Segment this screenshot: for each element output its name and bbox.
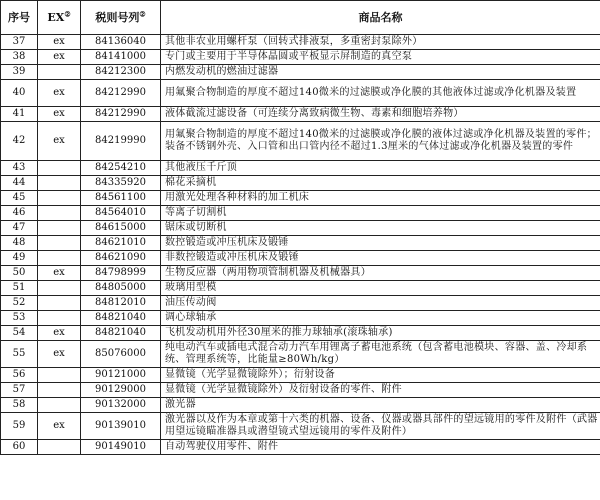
- row-desc: 液体截流过滤设备（可连续分离致病微生物、毒素和细胞培养物）: [161, 107, 600, 122]
- row-code: 90149010: [81, 440, 161, 455]
- row-code: 84564010: [81, 206, 161, 221]
- row-num: 60: [1, 440, 38, 455]
- table-row: [1, 383, 600, 398]
- row-num: 53: [1, 311, 38, 326]
- row-code: 84141000: [81, 50, 161, 65]
- row-num: 42: [1, 122, 38, 161]
- row-code: 84561100: [81, 191, 161, 206]
- row-ex: [38, 221, 81, 236]
- row-code: 84621010: [81, 236, 161, 251]
- row-code: 84335920: [81, 176, 161, 191]
- row-num: 59: [1, 413, 38, 440]
- row-code: 84254210: [81, 161, 161, 176]
- header-ex: [38, 1, 81, 35]
- row-num: 39: [1, 65, 38, 80]
- row-num: 44: [1, 176, 38, 191]
- row-ex: [38, 398, 81, 413]
- header-seq-label: 序号: [8, 10, 30, 24]
- row-code: 90139010: [81, 413, 161, 440]
- table-row: [1, 413, 600, 440]
- row-code: 84798999: [81, 266, 161, 281]
- row-num: 41: [1, 107, 38, 122]
- row-num: 55: [1, 341, 38, 368]
- header-row: [1, 1, 600, 35]
- row-code: 90132000: [81, 398, 161, 413]
- row-code: 84621090: [81, 251, 161, 266]
- table-row: [1, 236, 600, 251]
- header-ex-note: ②: [64, 8, 71, 18]
- table-row: [1, 341, 600, 368]
- row-num: 46: [1, 206, 38, 221]
- row-desc: 等离子切割机: [161, 206, 600, 221]
- row-desc: 数控锻造或冲压机床及锻锤: [161, 236, 600, 251]
- row-ex: [38, 296, 81, 311]
- row-desc: 显微镜（光学显微镜除外）；衍射设备: [161, 368, 600, 383]
- row-num: 57: [1, 383, 38, 398]
- row-num: 43: [1, 161, 38, 176]
- row-desc: 内燃发动机的燃油过滤器: [161, 65, 600, 80]
- row-ex: [38, 161, 81, 176]
- row-code: 84219990: [81, 122, 161, 161]
- row-desc: 生物反应器（两用物项管制机器及机械器具）: [161, 266, 600, 281]
- row-code: 90129000: [81, 383, 161, 398]
- row-code: 85076000: [81, 341, 161, 368]
- table-row: [1, 368, 600, 383]
- row-num: 52: [1, 296, 38, 311]
- row-num: 50: [1, 266, 38, 281]
- table-row: [1, 65, 600, 80]
- table-row: [1, 107, 600, 122]
- row-code: 84615000: [81, 221, 161, 236]
- row-desc: 自动驾驶仪用零件、附件: [161, 440, 600, 455]
- row-desc: 其他非农业用螺杆泵（回转式排液泵，多重密封泵除外）: [161, 35, 600, 50]
- row-num: 56: [1, 368, 38, 383]
- row-ex: [38, 281, 81, 296]
- row-ex: [38, 383, 81, 398]
- row-ex: [38, 251, 81, 266]
- row-ex: ex: [38, 122, 81, 161]
- header-seq: [1, 1, 38, 35]
- row-desc: 非数控锻造或冲压机床及锻锤: [161, 251, 600, 266]
- row-ex: ex: [38, 341, 81, 368]
- row-code: 84821040: [81, 326, 161, 341]
- table-row: [1, 221, 600, 236]
- row-code: 84212990: [81, 107, 161, 122]
- row-desc: 纯电动汽车或插电式混合动力汽车用锂离子蓄电池系统（包含蓄电池模块、容器、盖、冷却系统、管理系统等，比能量≥80Wh/kg）: [161, 341, 600, 368]
- row-ex: [38, 311, 81, 326]
- row-code: 84805000: [81, 281, 161, 296]
- row-code: 84136040: [81, 35, 161, 50]
- row-desc: 用激光处理各种材料的加工机床: [161, 191, 600, 206]
- row-ex: [38, 236, 81, 251]
- row-num: 51: [1, 281, 38, 296]
- row-num: 58: [1, 398, 38, 413]
- table-row: [1, 206, 600, 221]
- table-row: [1, 266, 600, 281]
- row-num: 38: [1, 50, 38, 65]
- row-code: 84812010: [81, 296, 161, 311]
- header-code: [81, 1, 161, 35]
- row-ex: ex: [38, 266, 81, 281]
- row-num: 47: [1, 221, 38, 236]
- row-ex: [38, 206, 81, 221]
- row-desc: 玻璃用型模: [161, 281, 600, 296]
- row-code: 84212990: [81, 80, 161, 107]
- row-desc: 其他液压千斤顶: [161, 161, 600, 176]
- row-desc: 显微镜（光学显微镜除外）及衍射设备的零件、附件: [161, 383, 600, 398]
- header-ex-label: EX: [47, 10, 65, 24]
- row-desc: 激光器: [161, 398, 600, 413]
- row-num: 54: [1, 326, 38, 341]
- row-desc: 油压传动阀: [161, 296, 600, 311]
- row-desc: 激光器以及作为本章或第十六类的机器、设备、仪器或器具部件的望远镜用的零件及附件（武器用望远镜瞄准器具或潜望镜式望远镜用的零件及附件）: [161, 413, 600, 440]
- row-ex: ex: [38, 107, 81, 122]
- table-row: [1, 176, 600, 191]
- row-num: 40: [1, 80, 38, 107]
- row-ex: ex: [38, 326, 81, 341]
- table-row: [1, 80, 600, 107]
- header-code-label: 税则号列: [95, 10, 140, 24]
- table-row: [1, 50, 600, 65]
- table-row: [1, 191, 600, 206]
- row-ex: ex: [38, 80, 81, 107]
- row-ex: [38, 176, 81, 191]
- row-ex: ex: [38, 413, 81, 440]
- row-code: 84212300: [81, 65, 161, 80]
- row-ex: [38, 65, 81, 80]
- row-desc: 锯床或切断机: [161, 221, 600, 236]
- row-ex: ex: [38, 35, 81, 50]
- table-row: [1, 281, 600, 296]
- row-desc: 调心球轴承: [161, 311, 600, 326]
- row-desc: 飞机发动机用外径30厘米的推力球轴承(滚珠轴承): [161, 326, 600, 341]
- table-row: [1, 122, 600, 161]
- table-row: [1, 398, 600, 413]
- row-num: 45: [1, 191, 38, 206]
- header-name-label: 商品名称: [358, 10, 403, 24]
- row-ex: [38, 440, 81, 455]
- row-num: 37: [1, 35, 38, 50]
- row-desc: 棉花采摘机: [161, 176, 600, 191]
- table-row: [1, 440, 600, 455]
- row-ex: [38, 191, 81, 206]
- row-desc: 专门或主要用于半导体晶圆或平板显示屏制造的真空泵: [161, 50, 600, 65]
- table-row: [1, 296, 600, 311]
- table-row: [1, 161, 600, 176]
- row-ex: [38, 368, 81, 383]
- row-ex: ex: [38, 50, 81, 65]
- table-row: [1, 251, 600, 266]
- row-desc: 用氟聚合物制造的厚度不超过140微米的过滤膜或净化膜的液体过滤或净化机器及装置的零件；装备不锈钢外壳、入口管和出口管内径不超过1.3厘米的气体过滤或净化机器及装置的零件: [161, 122, 600, 161]
- row-num: 48: [1, 236, 38, 251]
- table-row: [1, 35, 600, 50]
- row-num: 49: [1, 251, 38, 266]
- header-code-note: ②: [139, 8, 146, 18]
- header-name: [161, 1, 600, 35]
- row-code: 90121000: [81, 368, 161, 383]
- table-row: [1, 326, 600, 341]
- row-desc: 用氟聚合物制造的厚度不超过140微米的过滤膜或净化膜的其他液体过滤或净化机器及装置: [161, 80, 600, 107]
- row-code: 84821040: [81, 311, 161, 326]
- table-row: [1, 311, 600, 326]
